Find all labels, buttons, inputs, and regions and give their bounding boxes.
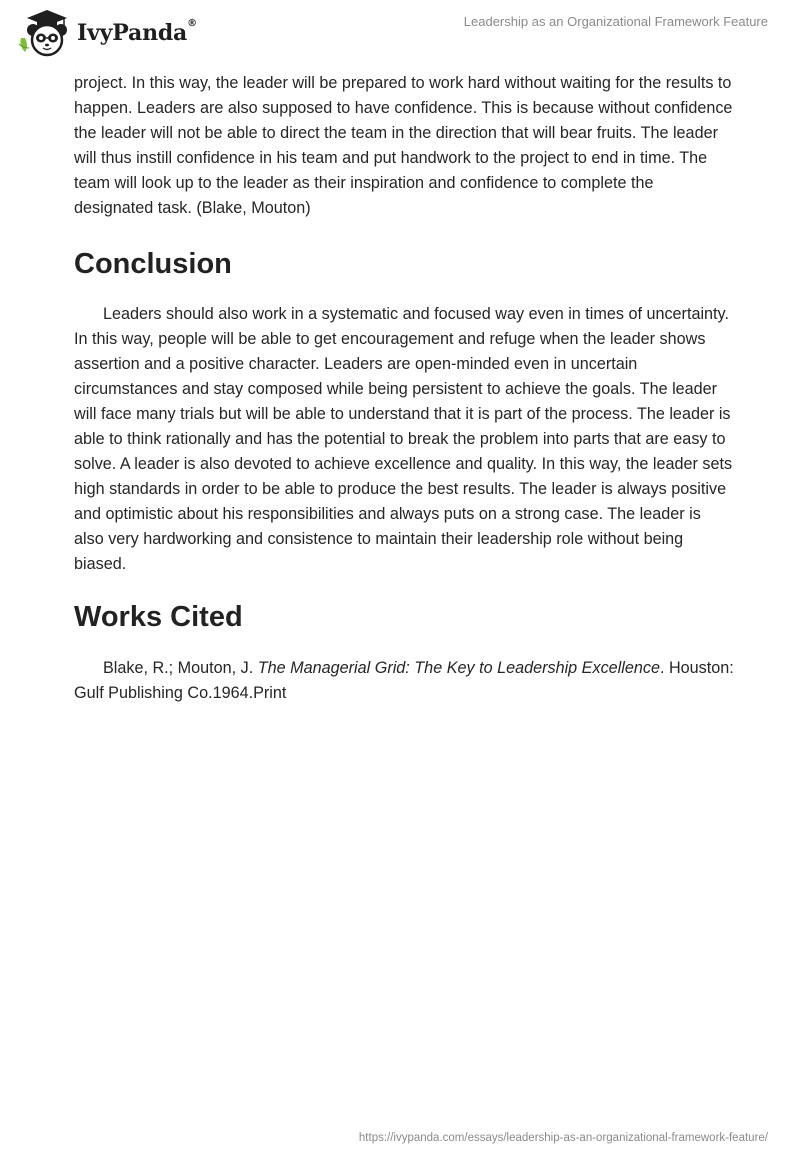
registered-mark: ® [187, 18, 197, 29]
citation-publisher: . Houston: Gulf Publishing Co.1964.Print [74, 659, 734, 702]
essay-content [74, 71, 734, 706]
works-cited-heading: Works Cited [74, 601, 243, 633]
ivypanda-logo[interactable] [15, 8, 197, 58]
conclusion-heading: Conclusion [74, 248, 232, 280]
citation-authors: Blake, R.; Mouton, J. [103, 659, 258, 677]
document-title: Leadership as an Organizational Framework Feature [463, 14, 768, 29]
conclusion-paragraph: Leaders should also work in a systematic and focused way even in times of uncertainty. In this way, people will be able to get encouragement and refuge when the leader shows assertion and a positive character. Leaders are open-minded even in uncertain circumstances and stay composed while being persistent to achieve the goals. The leader will face many trials but will be able to understand that it is part of the process. The leader is able to think rationally and has the potential to break the problem into parts that are easy to solve. A leader is also devoted to achieve excellence and quality. In this way, the leader sets high standards in order to be able to produce the best results. The leader is always positive and optimistic about his responsibilities and always puts on a strong case. The leader is also very hardworking and consistence to maintain their leadership role without being biased. [74, 305, 733, 573]
citation-entry [74, 656, 734, 706]
intro-paragraph: project. In this way, the leader will be prepared to work hard without waiting for the results to happen. Leaders are also supposed to have confidence. This is because without confidence the leader will not be able to direct the team in the direction that will bear fruits. The leader will thus instill confidence in his team and put handwork to the project to end in time. The team will look up to the leader as their inspiration and confidence to complete the designated task. (Blake, Mouton) [74, 74, 733, 217]
brand-name: IvyPanda® [77, 18, 197, 46]
page-header [0, 0, 800, 70]
source-url[interactable]: https://ivypanda.com/essays/leadership-as-an-organizational-framework-feature/ [358, 1132, 768, 1144]
panda-graduate-icon [15, 8, 75, 58]
citation-title: The Managerial Grid: The Key to Leadership Excellence [257, 659, 660, 677]
